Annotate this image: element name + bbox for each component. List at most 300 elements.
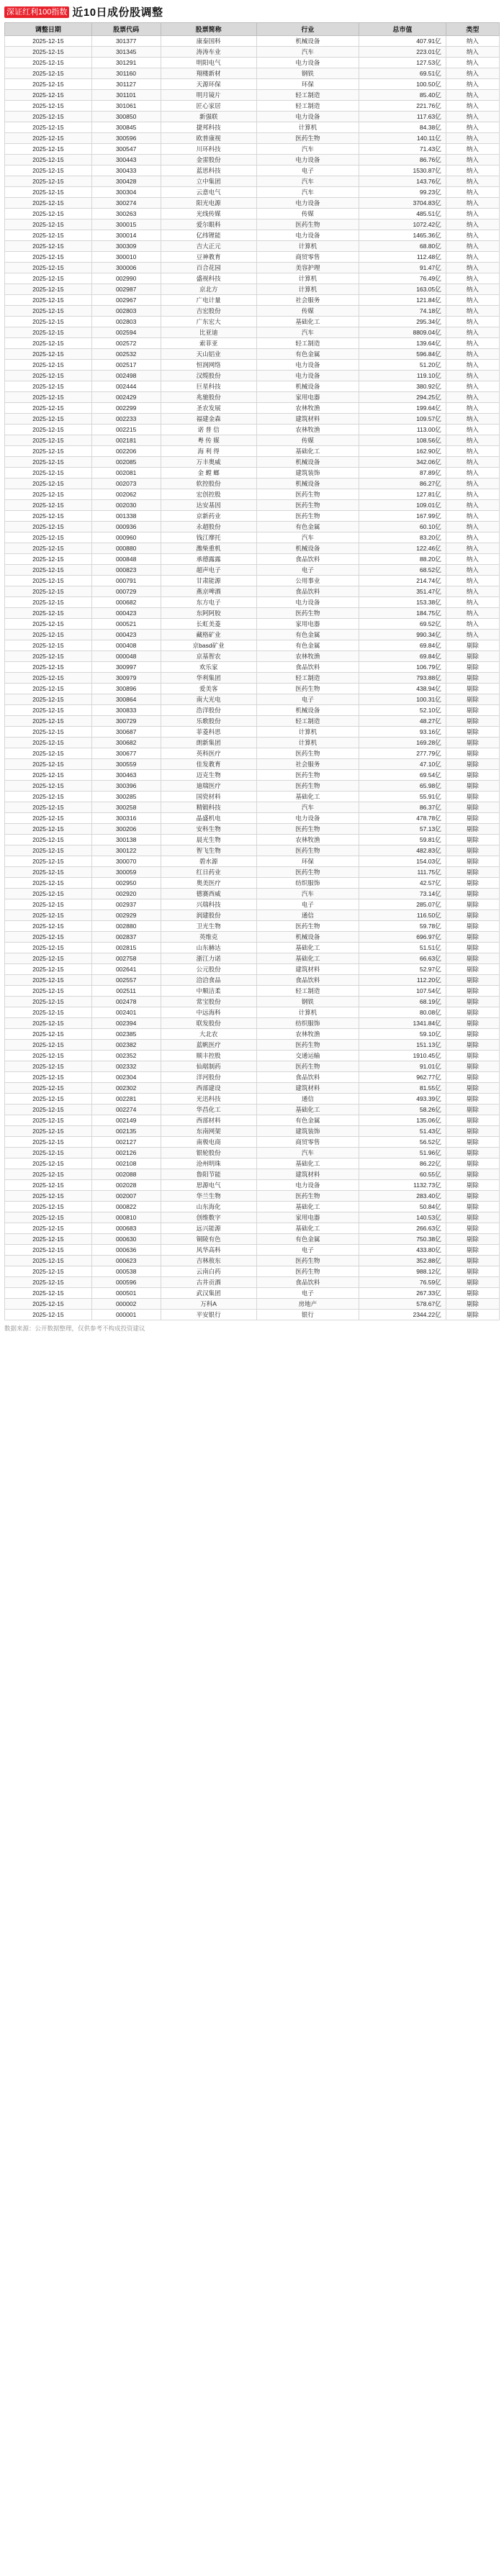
cell-type: 纳入	[446, 79, 499, 90]
cell-name: 吉宏股份	[161, 306, 256, 317]
cell-industry: 机械设备	[256, 932, 359, 943]
table-row	[5, 694, 500, 705]
cell-code: 000822	[91, 1202, 161, 1212]
cell-name: 欧普康视	[161, 133, 256, 144]
cell-marketcap: 143.76亿	[359, 176, 446, 187]
cell-date: 2025-12-15	[5, 684, 92, 694]
cell-industry: 计算机	[256, 241, 359, 252]
cell-marketcap: 750.38亿	[359, 1234, 446, 1245]
table-row	[5, 1158, 500, 1169]
cell-marketcap: 91.47亿	[359, 263, 446, 273]
cell-code: 002062	[91, 489, 161, 500]
cell-name: 顺丰控股	[161, 1051, 256, 1061]
cell-date: 2025-12-15	[5, 705, 92, 716]
cell-type: 剔除	[446, 1245, 499, 1256]
cell-name: 英科医疗	[161, 748, 256, 759]
cell-name: 武汉集团	[161, 1288, 256, 1299]
cell-date: 2025-12-15	[5, 1212, 92, 1223]
cell-code: 002557	[91, 975, 161, 986]
table-row	[5, 1266, 500, 1277]
cell-industry: 基础化工	[256, 1158, 359, 1169]
cell-date: 2025-12-15	[5, 187, 92, 198]
cell-code: 002299	[91, 403, 161, 414]
cell-name: 爱尔眼科	[161, 219, 256, 230]
cell-date: 2025-12-15	[5, 910, 92, 921]
cell-industry: 汽车	[256, 532, 359, 543]
cell-marketcap: 68.19亿	[359, 997, 446, 1007]
cell-industry: 家用电器	[256, 619, 359, 630]
cell-code: 002149	[91, 1115, 161, 1126]
cell-industry: 电力设备	[256, 198, 359, 209]
cell-name: 铜陵有色	[161, 1234, 256, 1245]
cell-type: 剔除	[446, 1083, 499, 1094]
cell-name: 软控股份	[161, 479, 256, 489]
cell-name: 光线传媒	[161, 209, 256, 219]
table-row	[5, 435, 500, 446]
cell-name: 川环科技	[161, 144, 256, 155]
cell-date: 2025-12-15	[5, 1094, 92, 1105]
cell-name: 风华高科	[161, 1245, 256, 1256]
cell-marketcap: 184.75亿	[359, 608, 446, 619]
cell-type: 剔除	[446, 694, 499, 705]
cell-date: 2025-12-15	[5, 1115, 92, 1126]
cell-date: 2025-12-15	[5, 1126, 92, 1137]
table-row	[5, 1212, 500, 1223]
cell-marketcap: 139.64亿	[359, 338, 446, 349]
table-row	[5, 738, 500, 748]
cell-industry: 轻工制造	[256, 101, 359, 112]
table-row	[5, 79, 500, 90]
index-tag: 深证红利100指数	[4, 6, 69, 18]
cell-name: 浙江力诺	[161, 953, 256, 964]
table-row	[5, 1202, 500, 1212]
cell-type: 剔除	[446, 1266, 499, 1277]
cell-industry: 家用电器	[256, 1212, 359, 1223]
cell-code: 000538	[91, 1266, 161, 1277]
cell-date: 2025-12-15	[5, 565, 92, 576]
cell-marketcap: 69.51亿	[359, 68, 446, 79]
cell-name: 仙琚制药	[161, 1061, 256, 1072]
cell-code: 300309	[91, 241, 161, 252]
cell-marketcap: 56.52亿	[359, 1137, 446, 1148]
cell-type: 剔除	[446, 770, 499, 781]
cell-type: 剔除	[446, 953, 499, 964]
table-row	[5, 284, 500, 295]
cell-marketcap: 113.00亿	[359, 425, 446, 435]
cell-name: 立中集团	[161, 176, 256, 187]
cell-name: 钱江摩托	[161, 532, 256, 543]
cell-code: 002382	[91, 1040, 161, 1051]
cell-type: 纳入	[446, 273, 499, 284]
cell-date: 2025-12-15	[5, 500, 92, 511]
cell-marketcap: 69.84亿	[359, 640, 446, 651]
table-row	[5, 101, 500, 112]
cell-date: 2025-12-15	[5, 1180, 92, 1191]
cell-date: 2025-12-15	[5, 327, 92, 338]
table-row	[5, 878, 500, 889]
cell-marketcap: 122.46亿	[359, 543, 446, 554]
cell-code: 002332	[91, 1061, 161, 1072]
cell-code: 300015	[91, 219, 161, 230]
table-row	[5, 252, 500, 263]
cell-name: 广东宏大	[161, 317, 256, 327]
table-row	[5, 1245, 500, 1256]
cell-code: 002758	[91, 953, 161, 964]
cell-date: 2025-12-15	[5, 425, 92, 435]
cell-industry: 钢铁	[256, 68, 359, 79]
table-row	[5, 360, 500, 371]
cell-industry: 电力设备	[256, 112, 359, 122]
cell-type: 纳入	[446, 468, 499, 479]
table-row	[5, 446, 500, 457]
cell-type: 剔除	[446, 986, 499, 997]
cell-type: 剔除	[446, 1158, 499, 1169]
cell-type: 剔除	[446, 1007, 499, 1018]
cell-marketcap: 482.83亿	[359, 845, 446, 856]
table-row	[5, 1007, 500, 1018]
cell-industry: 计算机	[256, 122, 359, 133]
cell-code: 301291	[91, 58, 161, 68]
table-row	[5, 1083, 500, 1094]
cell-marketcap: 135.06亿	[359, 1115, 446, 1126]
cell-industry: 轻工制造	[256, 90, 359, 101]
cell-date: 2025-12-15	[5, 133, 92, 144]
table-row	[5, 867, 500, 878]
cell-code: 300010	[91, 252, 161, 263]
cell-code: 000960	[91, 532, 161, 543]
cell-name: 乐歌股份	[161, 716, 256, 727]
cell-industry: 电力设备	[256, 1180, 359, 1191]
cell-industry: 医药生物	[256, 748, 359, 759]
table-row	[5, 608, 500, 619]
cell-code: 002950	[91, 878, 161, 889]
cell-marketcap: 112.20亿	[359, 975, 446, 986]
cell-industry: 医药生物	[256, 500, 359, 511]
cell-date: 2025-12-15	[5, 694, 92, 705]
table-row	[5, 630, 500, 640]
cell-code: 301101	[91, 90, 161, 101]
cell-industry: 公用事业	[256, 576, 359, 586]
cell-name: 精锻科技	[161, 802, 256, 813]
cell-date: 2025-12-15	[5, 943, 92, 953]
cell-industry: 传媒	[256, 435, 359, 446]
cell-industry: 传媒	[256, 306, 359, 317]
cell-industry: 电子	[256, 694, 359, 705]
cell-code: 300138	[91, 835, 161, 845]
table-row	[5, 964, 500, 975]
cell-code: 000630	[91, 1234, 161, 1245]
cell-type: 纳入	[446, 360, 499, 371]
cell-type: 纳入	[446, 176, 499, 187]
cell-industry: 食品饮料	[256, 1277, 359, 1288]
cell-marketcap: 51.43亿	[359, 1126, 446, 1137]
cell-marketcap: 51.20亿	[359, 360, 446, 371]
cell-marketcap: 267.33亿	[359, 1288, 446, 1299]
cell-code: 300285	[91, 792, 161, 802]
cell-code: 301345	[91, 47, 161, 58]
cell-industry: 汽车	[256, 144, 359, 155]
cell-code: 002085	[91, 457, 161, 468]
cell-type: 剔除	[446, 1105, 499, 1115]
cell-type: 剔除	[446, 738, 499, 748]
cell-industry: 汽车	[256, 176, 359, 187]
cell-type: 剔除	[446, 1191, 499, 1202]
cell-marketcap: 295.34亿	[359, 317, 446, 327]
page-title: 近10日成份股调整	[72, 6, 163, 19]
cell-date: 2025-12-15	[5, 1234, 92, 1245]
cell-name: 西部材料	[161, 1115, 256, 1126]
cell-marketcap: 988.12亿	[359, 1266, 446, 1277]
cell-industry: 银行	[256, 1310, 359, 1320]
cell-name: 兴瑞科技	[161, 899, 256, 910]
cell-marketcap: 52.10亿	[359, 705, 446, 716]
cell-name: 迈克生物	[161, 770, 256, 781]
cell-industry: 农林牧渔	[256, 425, 359, 435]
cell-marketcap: 485.51亿	[359, 209, 446, 219]
cell-industry: 医药生物	[256, 219, 359, 230]
cell-marketcap: 112.48亿	[359, 252, 446, 263]
cell-name: 山东海化	[161, 1202, 256, 1212]
cell-date: 2025-12-15	[5, 468, 92, 479]
cell-name: 洽洽食品	[161, 975, 256, 986]
cell-date: 2025-12-15	[5, 1040, 92, 1051]
cell-code: 300443	[91, 155, 161, 165]
cell-marketcap: 433.80亿	[359, 1245, 446, 1256]
cell-code: 002135	[91, 1126, 161, 1137]
cell-industry: 医药生物	[256, 1191, 359, 1202]
cell-industry: 电力设备	[256, 371, 359, 381]
cell-code: 002803	[91, 317, 161, 327]
cell-code: 002394	[91, 1018, 161, 1029]
cell-industry: 食品饮料	[256, 586, 359, 597]
cell-code: 002929	[91, 910, 161, 921]
cell-type: 剔除	[446, 1256, 499, 1266]
cell-industry: 机械设备	[256, 479, 359, 489]
cell-date: 2025-12-15	[5, 414, 92, 425]
cell-marketcap: 109.01亿	[359, 500, 446, 511]
cell-type: 纳入	[446, 122, 499, 133]
table-row	[5, 770, 500, 781]
cell-type: 纳入	[446, 425, 499, 435]
cell-date: 2025-12-15	[5, 813, 92, 824]
table-row	[5, 1126, 500, 1137]
cell-marketcap: 151.13亿	[359, 1040, 446, 1051]
cell-code: 002073	[91, 479, 161, 489]
table-row	[5, 414, 500, 425]
cell-name: 永超股份	[161, 522, 256, 532]
cell-marketcap: 51.51亿	[359, 943, 446, 953]
cell-industry: 建筑材料	[256, 964, 359, 975]
cell-industry: 通信	[256, 910, 359, 921]
cell-code: 300463	[91, 770, 161, 781]
cell-code: 300122	[91, 845, 161, 856]
cell-name: 华昌化工	[161, 1105, 256, 1115]
cell-industry: 电子	[256, 899, 359, 910]
table-row	[5, 165, 500, 176]
cell-type: 纳入	[446, 543, 499, 554]
cell-code: 002215	[91, 425, 161, 435]
cell-date: 2025-12-15	[5, 1148, 92, 1158]
table-row	[5, 953, 500, 964]
cell-marketcap: 127.81亿	[359, 489, 446, 500]
cell-marketcap: 88.20亿	[359, 554, 446, 565]
cell-date: 2025-12-15	[5, 155, 92, 165]
cell-name: 京北方	[161, 284, 256, 295]
cell-industry: 医药生物	[256, 1040, 359, 1051]
cell-marketcap: 793.88亿	[359, 673, 446, 684]
cell-date: 2025-12-15	[5, 165, 92, 176]
cell-marketcap: 380.92亿	[359, 381, 446, 392]
cell-type: 纳入	[446, 295, 499, 306]
cell-date: 2025-12-15	[5, 554, 92, 565]
cell-industry: 美容护理	[256, 263, 359, 273]
cell-name: 远兴能源	[161, 1223, 256, 1234]
table-row	[5, 1137, 500, 1148]
cell-date: 2025-12-15	[5, 1266, 92, 1277]
cell-type: 剔除	[446, 662, 499, 673]
table-row	[5, 457, 500, 468]
cell-code: 300014	[91, 230, 161, 241]
cell-date: 2025-12-15	[5, 738, 92, 748]
cell-marketcap: 74.18亿	[359, 306, 446, 317]
cell-name: 广电计量	[161, 295, 256, 306]
cell-industry: 汽车	[256, 327, 359, 338]
cell-industry: 房地产	[256, 1299, 359, 1310]
cell-industry: 医药生物	[256, 781, 359, 792]
cell-type: 纳入	[446, 403, 499, 414]
cell-name: 新强联	[161, 112, 256, 122]
cell-industry: 有色金属	[256, 1234, 359, 1245]
cell-name: 天山铝业	[161, 349, 256, 360]
cell-date: 2025-12-15	[5, 263, 92, 273]
cell-date: 2025-12-15	[5, 1158, 92, 1169]
cell-industry: 汽车	[256, 47, 359, 58]
table-row	[5, 748, 500, 759]
cell-date: 2025-12-15	[5, 997, 92, 1007]
cell-code: 002532	[91, 349, 161, 360]
cell-industry: 通信	[256, 1094, 359, 1105]
cell-type: 纳入	[446, 36, 499, 47]
cell-type: 剔除	[446, 1061, 499, 1072]
cell-code: 002206	[91, 446, 161, 457]
cell-industry: 轻工制造	[256, 716, 359, 727]
cell-industry: 传媒	[256, 209, 359, 219]
cell-date: 2025-12-15	[5, 1007, 92, 1018]
cell-industry: 基础化工	[256, 317, 359, 327]
cell-marketcap: 71.43亿	[359, 144, 446, 155]
cell-marketcap: 83.20亿	[359, 532, 446, 543]
cell-marketcap: 109.57亿	[359, 414, 446, 425]
cell-type: 剔除	[446, 1126, 499, 1137]
cell-code: 000823	[91, 565, 161, 576]
table-row	[5, 1115, 500, 1126]
cell-code: 300206	[91, 824, 161, 835]
cell-code: 002302	[91, 1083, 161, 1094]
cell-date: 2025-12-15	[5, 522, 92, 532]
cell-date: 2025-12-15	[5, 651, 92, 662]
cell-industry: 电子	[256, 565, 359, 576]
cell-name: 百合花园	[161, 263, 256, 273]
cell-type: 纳入	[446, 198, 499, 209]
cell-code: 000623	[91, 1256, 161, 1266]
table-row	[5, 781, 500, 792]
cell-type: 剔除	[446, 1051, 499, 1061]
table-row	[5, 47, 500, 58]
cell-marketcap: 407.91亿	[359, 36, 446, 47]
cell-type: 剔除	[446, 716, 499, 727]
table-row	[5, 425, 500, 435]
cell-code: 002304	[91, 1072, 161, 1083]
cell-date: 2025-12-15	[5, 586, 92, 597]
cell-marketcap: 283.40亿	[359, 1191, 446, 1202]
cell-type: 纳入	[446, 263, 499, 273]
cell-type: 剔除	[446, 1310, 499, 1320]
cell-name: 沧州明珠	[161, 1158, 256, 1169]
cell-industry: 医药生物	[256, 845, 359, 856]
cell-code: 000408	[91, 640, 161, 651]
cell-marketcap: 100.31亿	[359, 694, 446, 705]
cell-code: 000501	[91, 1288, 161, 1299]
cell-code: 300059	[91, 867, 161, 878]
cell-type: 纳入	[446, 576, 499, 586]
cell-date: 2025-12-15	[5, 953, 92, 964]
cell-name: 朗新集团	[161, 738, 256, 748]
cell-name: 晨光生物	[161, 835, 256, 845]
cell-marketcap: 116.50亿	[359, 910, 446, 921]
cell-marketcap: 69.84亿	[359, 651, 446, 662]
cell-type: 剔除	[446, 856, 499, 867]
cell-date: 2025-12-15	[5, 360, 92, 371]
table-row	[5, 209, 500, 219]
cell-date: 2025-12-15	[5, 759, 92, 770]
cell-type: 剔除	[446, 1094, 499, 1105]
cell-code: 002028	[91, 1180, 161, 1191]
cell-name: 东方电子	[161, 597, 256, 608]
cell-type: 纳入	[446, 101, 499, 112]
cell-date: 2025-12-15	[5, 1083, 92, 1094]
cell-date: 2025-12-15	[5, 101, 92, 112]
cell-date: 2025-12-15	[5, 576, 92, 586]
cell-marketcap: 352.88亿	[359, 1256, 446, 1266]
cell-name: 光迅科技	[161, 1094, 256, 1105]
table-row	[5, 317, 500, 327]
cell-code: 301061	[91, 101, 161, 112]
cell-date: 2025-12-15	[5, 619, 92, 630]
cell-date: 2025-12-15	[5, 1191, 92, 1202]
table-row	[5, 619, 500, 630]
cell-date: 2025-12-15	[5, 543, 92, 554]
cell-date: 2025-12-15	[5, 781, 92, 792]
cell-name: 英维克	[161, 932, 256, 943]
cell-name: 平安银行	[161, 1310, 256, 1320]
cell-industry: 医药生物	[256, 1061, 359, 1072]
cell-code: 002444	[91, 381, 161, 392]
cell-type: 纳入	[446, 241, 499, 252]
cell-industry: 汽车	[256, 1148, 359, 1158]
cell-industry: 基础化工	[256, 446, 359, 457]
cell-name: 万科A	[161, 1299, 256, 1310]
cell-code: 000048	[91, 651, 161, 662]
cell-name: 山东赫达	[161, 943, 256, 953]
table-row	[5, 263, 500, 273]
cell-name: 佳发教育	[161, 759, 256, 770]
cell-date: 2025-12-15	[5, 435, 92, 446]
cell-code: 002281	[91, 1094, 161, 1105]
cell-marketcap: 140.11亿	[359, 133, 446, 144]
table-row	[5, 500, 500, 511]
cell-code: 002385	[91, 1029, 161, 1040]
cell-code: 000791	[91, 576, 161, 586]
